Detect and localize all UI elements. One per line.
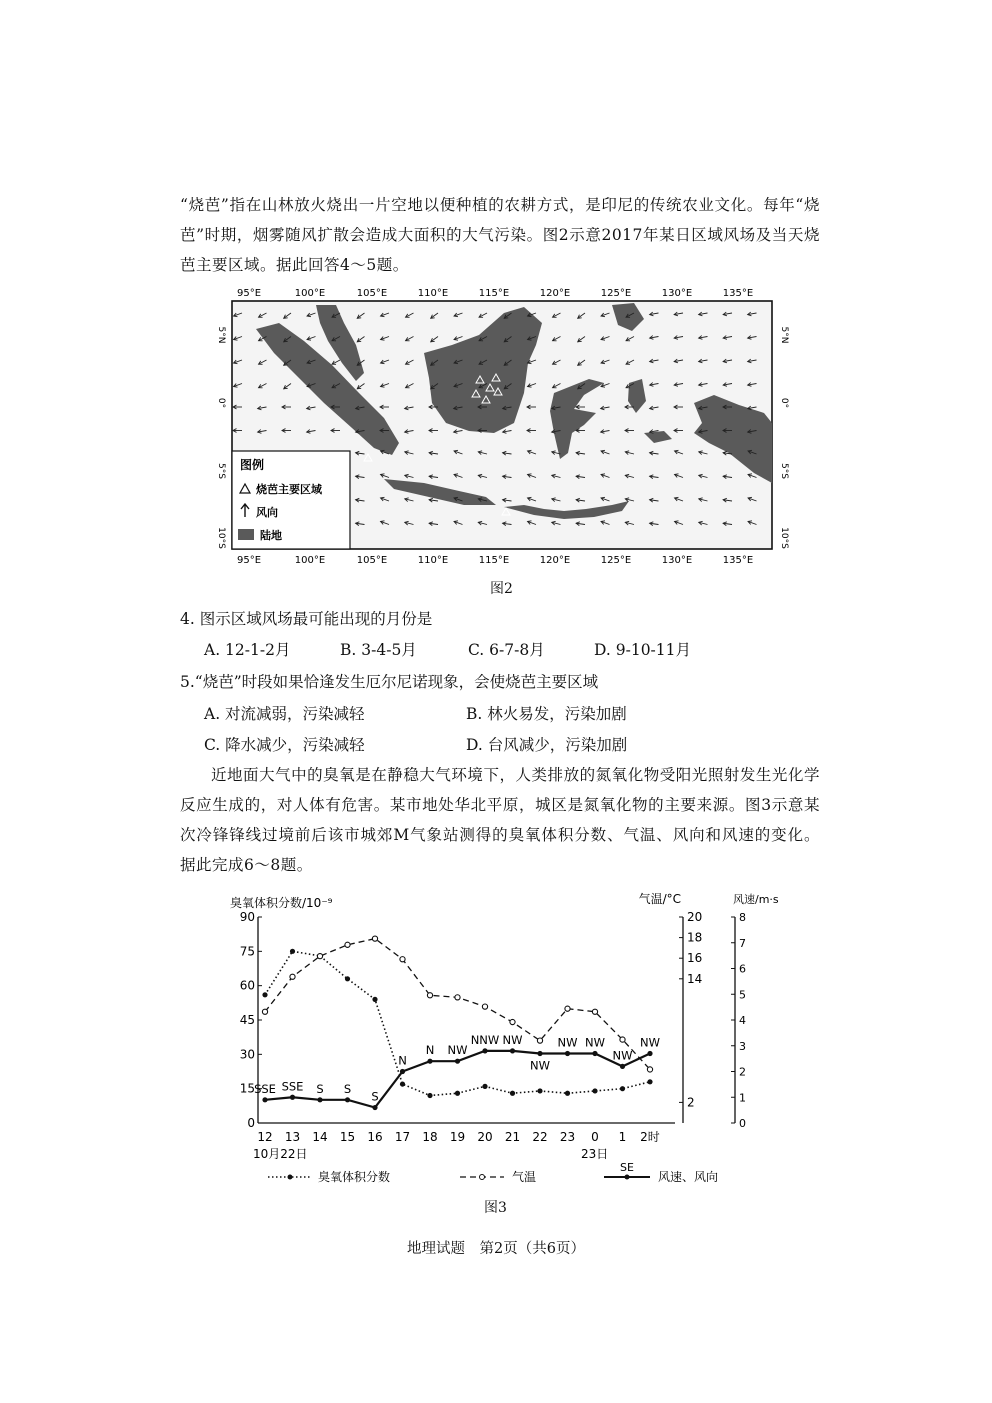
wind-direction-label: S [343, 1081, 352, 1096]
figure-3-caption: 图3 [484, 1200, 507, 1216]
y-tick-temperature: 2 [687, 1095, 695, 1110]
legend-ozone: 臭氧体积分数 [318, 1170, 391, 1184]
wind-direction-label: SSE [281, 1079, 304, 1094]
x-tick-label: 16 [367, 1130, 383, 1144]
legend-ozone-marker [288, 1175, 293, 1180]
y-tick-wind: 5 [739, 988, 746, 1002]
q5-option-d: D. 台风减少，污染加剧 [466, 736, 628, 754]
temperature-point [372, 936, 377, 941]
y-tick-temperature: 20 [687, 910, 703, 924]
ozone-point [290, 949, 295, 954]
x-tick-label: 0 [591, 1130, 599, 1144]
wind-direction-label: N [425, 1043, 435, 1058]
lon-label: 125°E [600, 288, 632, 299]
x-tick-label: 21 [504, 1130, 521, 1144]
y-tick-temperature: 16 [687, 951, 703, 966]
ozone-point [592, 1088, 597, 1093]
lat-label: 5°S [779, 463, 789, 479]
ozone-point [345, 976, 350, 981]
lon-label: 115°E [478, 555, 510, 566]
question-5-stem: 5.“烧芭”时段如果恰逢发生厄尔尼诺现象，会使烧芭主要区域 [180, 673, 599, 691]
temperature-point [537, 1038, 542, 1043]
x-tick-label: 1 [618, 1130, 627, 1144]
legend-wind-marker [625, 1175, 630, 1180]
y-tick-wind: 3 [739, 1039, 746, 1053]
legend-temperature: 气温 [512, 1170, 537, 1184]
x-tick-label: 13 [284, 1130, 301, 1144]
ozone-point [565, 1091, 570, 1096]
wind-point [427, 1059, 432, 1064]
y-tick-temperature: 18 [687, 930, 703, 945]
temperature-point [427, 993, 432, 998]
legend-temperature-marker [480, 1175, 485, 1180]
lon-label: 125°E [600, 555, 632, 566]
lon-label: 120°E [539, 288, 571, 299]
temperature-point [592, 1009, 597, 1014]
temperature-point [565, 1006, 570, 1011]
legend-title: 图例 [240, 458, 265, 472]
y-tick-wind: 4 [739, 1014, 746, 1027]
y-axis-wind-label: 风速/m·s [733, 893, 779, 906]
legend-burn-area: 烧芭主要区域 [256, 483, 322, 496]
figure-2-wind-map [216, 283, 789, 573]
date-label: 10月22日 [253, 1147, 308, 1161]
wind-direction-label: N [398, 1053, 407, 1068]
wind-point [290, 1095, 295, 1100]
date-label: 23日 [581, 1147, 609, 1161]
lat-label: 0° [216, 397, 226, 409]
x-tick-label: 14 [312, 1130, 328, 1144]
figure-2-caption: 图2 [490, 581, 513, 597]
wind-direction-label: S [371, 1089, 379, 1104]
legend-land: 陆地 [260, 529, 282, 542]
wind-direction-label: NW [557, 1035, 578, 1050]
wind-direction-label: NW [530, 1058, 550, 1073]
wind-point [372, 1105, 377, 1110]
temperature-point [317, 954, 322, 959]
ozone-point [482, 1084, 487, 1089]
figure-3-chart [220, 885, 780, 1195]
temperature-point [620, 1037, 625, 1042]
y-tick-ozone: 15 [239, 1081, 255, 1096]
map-legend [232, 451, 350, 549]
y-tick-wind: 7 [739, 936, 746, 950]
temperature-point [262, 1009, 267, 1014]
wind-point [400, 1069, 405, 1074]
wind-point [262, 1097, 267, 1102]
temperature-point [400, 957, 405, 962]
q4-option-c: C. 6-7-8月 [468, 641, 545, 659]
lat-label: 5°N [216, 326, 226, 344]
y-tick-ozone: 0 [247, 1116, 255, 1130]
wind-direction-label: NW [502, 1032, 523, 1047]
intro-paragraph-2: 近地面大气中的臭氧是在静稳大气环境下，人类排放的氮氧化物受阳光照射发生光化学反应生成的，对人体有危害。某市地处华北平原，城区是氮氧化物的主要来源。图3示意某次冷锋锋线过境前后该市城郊M气象站测得的臭氧体积分数、气温、风向和风速的变化。据此完成6～8题。 [180, 766, 820, 874]
ozone-line [265, 951, 650, 1095]
y-tick-wind: 8 [739, 911, 746, 924]
q4-option-a: A. 12-1-2月 [204, 641, 291, 659]
q5-option-b: B. 林火易发，污染加剧 [466, 705, 627, 723]
wind-point [455, 1059, 460, 1064]
y-axis-temperature-label: 气温/°C [638, 892, 681, 906]
lon-label: 115°E [478, 288, 510, 299]
wind-point [565, 1051, 570, 1056]
lon-label: 105°E [356, 555, 388, 566]
y-tick-ozone: 60 [239, 978, 255, 993]
y-tick-wind: 1 [739, 1091, 746, 1105]
land-swatch-icon [238, 529, 254, 540]
lon-label: 135°E [722, 288, 754, 299]
wind-point [482, 1048, 487, 1053]
y-tick-wind: 2 [739, 1065, 746, 1079]
x-tick-label: 15 [339, 1130, 356, 1144]
ozone-point [372, 997, 377, 1002]
temperature-point [345, 942, 350, 947]
wind-point [537, 1051, 542, 1056]
wind-direction-label: NW [640, 1035, 660, 1050]
lon-label: 110°E [417, 555, 449, 566]
lon-label: 95°E [236, 555, 262, 566]
ozone-point [537, 1088, 542, 1093]
ozone-point [455, 1091, 460, 1096]
lon-label: 120°E [539, 555, 571, 566]
ozone-point [510, 1091, 515, 1096]
y-tick-wind: 6 [739, 962, 746, 976]
wind-point [510, 1048, 515, 1053]
y-tick-temperature: 14 [687, 971, 703, 986]
wind-direction-label: NW [447, 1043, 468, 1058]
lat-label: 5°N [779, 326, 789, 344]
y-tick-wind: 0 [739, 1117, 746, 1130]
lon-label: 110°E [417, 288, 449, 299]
temperature-point [647, 1067, 652, 1072]
wind-point [345, 1097, 350, 1102]
temperature-point [290, 974, 295, 979]
y-tick-ozone: 75 [239, 944, 255, 959]
temperature-point [482, 1004, 487, 1009]
x-tick-label: 2时 [640, 1130, 660, 1144]
ozone-point [620, 1086, 625, 1091]
lat-label: 0° [779, 397, 789, 409]
wind-direction-label: NNW [470, 1032, 500, 1047]
ozone-point [647, 1079, 652, 1084]
wind-direction-label: NW [585, 1035, 605, 1050]
lon-label: 130°E [661, 288, 693, 299]
legend-wind: 风速、风向 [658, 1170, 719, 1184]
x-tick-label: 12 [257, 1130, 273, 1144]
lat-label: 10°S [216, 527, 226, 549]
wind-direction-label: NW [612, 1048, 633, 1063]
lat-label: 10°S [779, 527, 789, 549]
q5-option-a: A. 对流减弱，污染减轻 [204, 705, 365, 723]
y-axis-ozone-label: 臭氧体积分数/10⁻⁹ [230, 896, 333, 910]
legend-wind-direction: SE [620, 1161, 634, 1174]
q4-option-d: D. 9-10-11月 [594, 641, 692, 659]
temperature-point [510, 1019, 515, 1024]
lon-label: 95°E [236, 288, 262, 299]
lat-label: 5°S [216, 463, 226, 479]
y-tick-ozone: 30 [239, 1047, 255, 1062]
wind-direction-label: SSE [254, 1081, 276, 1096]
question-4-stem: 4. 图示区域风场最可能出现的月份是 [180, 610, 433, 628]
wind-point [592, 1051, 597, 1056]
q5-option-c: C. 降水减少，污染减轻 [204, 736, 365, 754]
x-tick-label: 22 [532, 1130, 548, 1144]
x-tick-label: 20 [477, 1130, 493, 1144]
lon-label: 135°E [722, 555, 754, 566]
ozone-point [400, 1081, 405, 1086]
y-tick-ozone: 45 [239, 1013, 255, 1027]
lon-label: 100°E [294, 555, 326, 566]
lon-label: 105°E [356, 288, 388, 299]
y-tick-ozone: 90 [239, 910, 255, 924]
lon-label: 100°E [294, 288, 326, 299]
x-tick-label: 17 [394, 1130, 411, 1144]
lon-label: 130°E [661, 555, 693, 566]
x-tick-label: 19 [449, 1130, 466, 1144]
q4-option-b: B. 3-4-5月 [340, 641, 417, 659]
legend-wind: 风向 [256, 506, 278, 519]
ozone-point [427, 1093, 432, 1098]
wind-point [620, 1064, 625, 1069]
ozone-point [262, 992, 267, 997]
wind-point [317, 1097, 322, 1102]
temperature-point [455, 995, 460, 1000]
intro-paragraph-1: “烧芭”指在山林放火烧出一片空地以便种植的农耕方式，是印尼的传统农业文化。每年“烧芭”时期，烟雾随风扩散会造成大面积的大气污染。图2示意2017年某日区域风场及当天烧芭主要区域。据此回答4～5题。 [180, 196, 820, 274]
x-tick-label: 23 [559, 1130, 576, 1144]
wind-direction-label: S [316, 1081, 324, 1096]
wind-point [647, 1051, 652, 1056]
page-footer: 地理试题 第2页（共6页） [407, 1241, 585, 1257]
x-tick-label: 18 [422, 1130, 438, 1144]
